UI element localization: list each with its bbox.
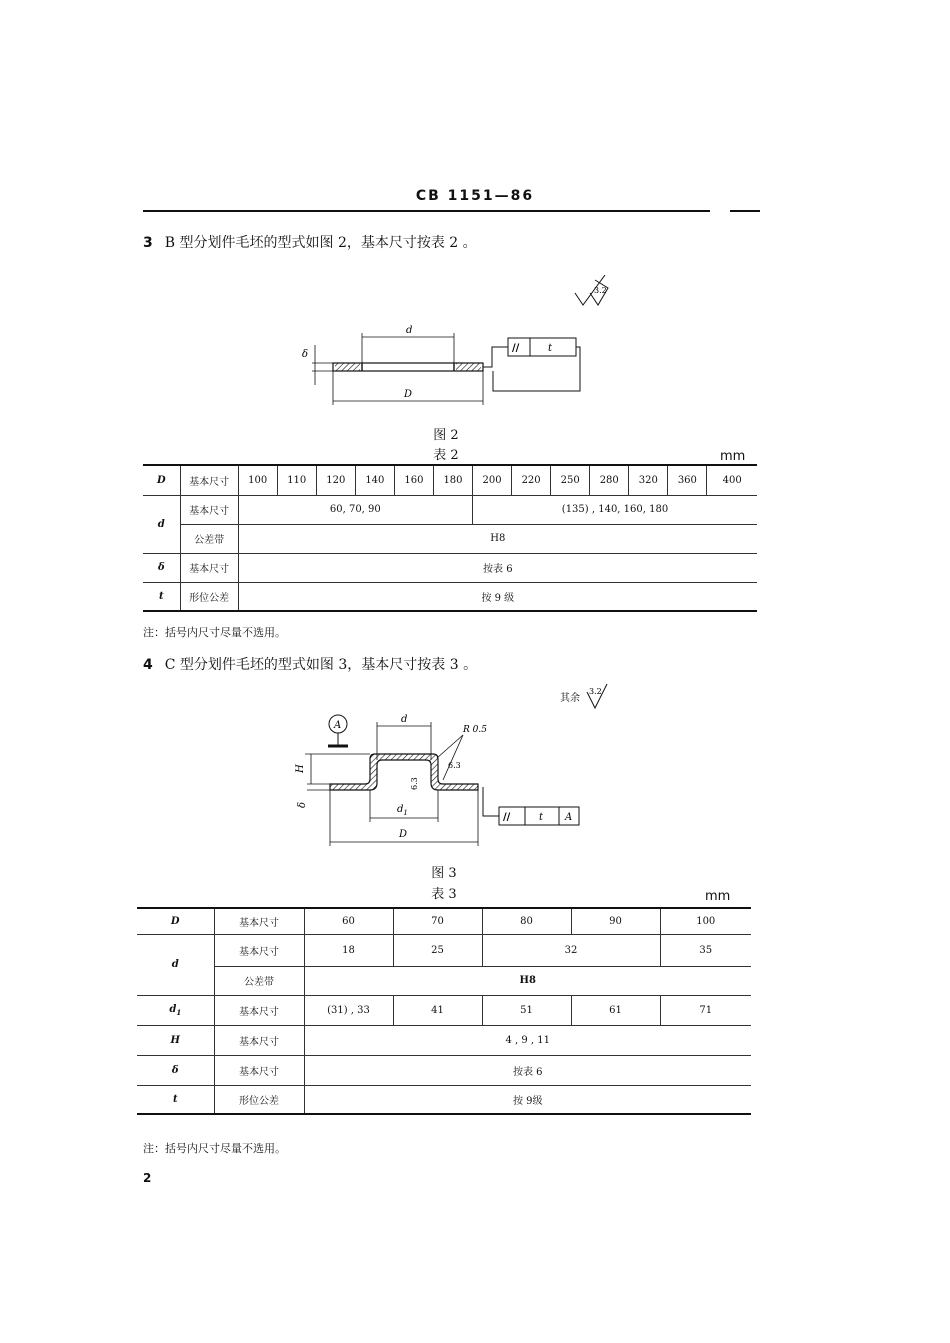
fig3-parallel-symbol: //: [503, 812, 511, 823]
t3-D-value: 70: [393, 908, 482, 934]
t3-label-t: 形位公差: [214, 1085, 304, 1114]
table-2: [143, 464, 757, 612]
fig3-label-D: D: [399, 829, 408, 840]
t3-d-value: 18: [304, 934, 393, 966]
fig3-label-R: R 0.5: [463, 725, 487, 735]
table-2-note: 注：括号内尺寸尽量不选用。: [143, 626, 286, 639]
table-3: [137, 907, 751, 1115]
table-3-caption: 表 3: [431, 887, 457, 902]
t2-D-value: 110: [277, 465, 316, 495]
fig2-frame-t: t: [548, 343, 553, 354]
t2-D-value: 180: [433, 465, 472, 495]
t3-label-H: 基本尺寸: [214, 1025, 304, 1055]
fig3-label-d: d: [401, 714, 408, 725]
table-row: [137, 966, 751, 995]
t3-t-value: 按 9级: [304, 1085, 751, 1114]
fig2-hatch-right: [456, 363, 481, 371]
t2-label-delta: 基本尺寸: [180, 553, 238, 582]
t3-sym-d: d: [137, 934, 214, 995]
table-row: [137, 934, 751, 966]
t3-sym-d1: [137, 995, 214, 1025]
t2-D-value: 220: [512, 465, 551, 495]
t2-sym-D: D: [143, 465, 180, 495]
t2-D-value: 280: [590, 465, 629, 495]
t2-D-value: 140: [355, 465, 394, 495]
fig3-label-63a: 6.3: [410, 777, 419, 790]
fig3-frame-A: A: [565, 812, 573, 823]
t2-delta-value: 按表 6: [238, 553, 757, 582]
t3-delta-value: 按表 6: [304, 1055, 751, 1085]
fig3-label-63b: 6.3: [448, 761, 461, 770]
t3-label-d-basic: 基本尺寸: [214, 934, 304, 966]
section-3-number: 3: [143, 235, 153, 251]
table-row: [143, 465, 757, 495]
t2-label-d-basic: 基本尺寸: [180, 495, 238, 524]
header-rule: [143, 210, 710, 212]
t3-sym-D: D: [137, 908, 214, 934]
fig3-profile: [330, 754, 478, 790]
fig3-other-label: 其余: [560, 693, 580, 704]
t2-D-value: 250: [551, 465, 590, 495]
t2-D-value: 360: [668, 465, 707, 495]
t3-d1-value: 71: [660, 995, 751, 1025]
t3-sym-d1-main: d: [169, 1003, 177, 1015]
t3-d-value: 25: [393, 934, 482, 966]
t3-sym-H: H: [137, 1025, 214, 1055]
t3-d1-value: 61: [571, 995, 660, 1025]
fig3-label-d1: $d_1$: [397, 804, 408, 817]
t2-d-tol-value: H8: [238, 524, 757, 553]
figure-3-drawing: [295, 680, 615, 850]
table-row: [137, 1055, 751, 1085]
table-3-unit: mm: [705, 889, 731, 904]
fig3-roughness-value: 3.2: [589, 687, 602, 696]
t2-D-value: 100: [238, 465, 277, 495]
fig2-label-delta: δ: [302, 349, 309, 360]
section-4-paragraph: [143, 654, 477, 674]
document-number: CB 1151—86: [415, 188, 535, 204]
section-3-paragraph: [143, 232, 477, 252]
t2-sym-t: t: [143, 582, 180, 611]
t2-D-value: 320: [629, 465, 668, 495]
t3-d-value: 35: [660, 934, 751, 966]
t3-label-d1: 基本尺寸: [214, 995, 304, 1025]
t3-D-value: 90: [571, 908, 660, 934]
section-4-number: 4: [143, 657, 153, 673]
fig3-label-delta: δ: [297, 801, 308, 808]
t2-label-t: 形位公差: [180, 582, 238, 611]
table-3-note: 注：括号内尺寸尽量不选用。: [143, 1142, 286, 1155]
page-number: 2: [143, 1171, 152, 1185]
t3-D-value: 100: [660, 908, 751, 934]
t2-label-d-tol: 公差带: [180, 524, 238, 553]
table-row: [137, 1025, 751, 1055]
fig2-label-d: d: [406, 325, 413, 336]
figure-3-caption: 图 3: [431, 866, 457, 881]
t2-D-value: 160: [394, 465, 433, 495]
t3-sym-delta: δ: [137, 1055, 214, 1085]
figure-2-drawing: [290, 275, 610, 415]
t2-label-D: 基本尺寸: [180, 465, 238, 495]
t2-D-value: 120: [316, 465, 355, 495]
t3-d-value: 32: [482, 934, 660, 966]
t3-H-value: 4 , 9 , 11: [304, 1025, 751, 1055]
table-2-unit: mm: [720, 449, 746, 464]
fig3-datum-label: A: [334, 720, 342, 731]
t3-sym-t: t: [137, 1085, 214, 1114]
section-4-text: C 型分划件毛坯的型式如图 3，基本尺寸按表 3 。: [164, 657, 478, 673]
fig3-frame-t: t: [539, 812, 544, 823]
table-row: [143, 553, 757, 582]
t3-sym-d1-sub: 1: [176, 1007, 182, 1017]
t3-d1-value: 41: [393, 995, 482, 1025]
table-row: [137, 995, 751, 1025]
t2-d-basic-left: 60, 70, 90: [238, 495, 472, 524]
t3-label-delta: 基本尺寸: [214, 1055, 304, 1085]
fig3-label-H: H: [295, 764, 306, 773]
t3-D-value: 80: [482, 908, 571, 934]
figure-2-caption: 图 2: [433, 428, 459, 443]
table-row: [143, 495, 757, 524]
t2-d-basic-right: (135) , 140, 160, 180: [473, 495, 757, 524]
table-row: [137, 908, 751, 934]
table-2-caption: 表 2: [433, 448, 459, 463]
table-row: [143, 582, 757, 611]
fig2-label-D: D: [404, 389, 413, 400]
t3-d1-value: (31) , 33: [304, 995, 393, 1025]
t3-D-value: 60: [304, 908, 393, 934]
t2-sym-d: d: [143, 495, 180, 553]
t3-d1-value: 51: [482, 995, 571, 1025]
fig2-parallel-symbol: //: [512, 343, 520, 354]
t2-D-value: 400: [707, 465, 757, 495]
section-3-text: B 型分划件毛坯的型式如图 2，基本尺寸按表 2 。: [164, 235, 477, 251]
fig2-hatch-left: [335, 363, 360, 371]
t2-D-value: 200: [473, 465, 512, 495]
table-row: [137, 1085, 751, 1114]
t3-label-D: 基本尺寸: [214, 908, 304, 934]
fig2-roughness-value: 3.2: [594, 286, 607, 295]
t3-label-d-tol: 公差带: [214, 966, 304, 995]
t2-t-value: 按 9 级: [238, 582, 757, 611]
t3-d-tol-value: H8: [304, 966, 751, 995]
t2-sym-delta: δ: [143, 553, 180, 582]
header-rule-short: [730, 210, 760, 212]
table-row: [143, 524, 757, 553]
